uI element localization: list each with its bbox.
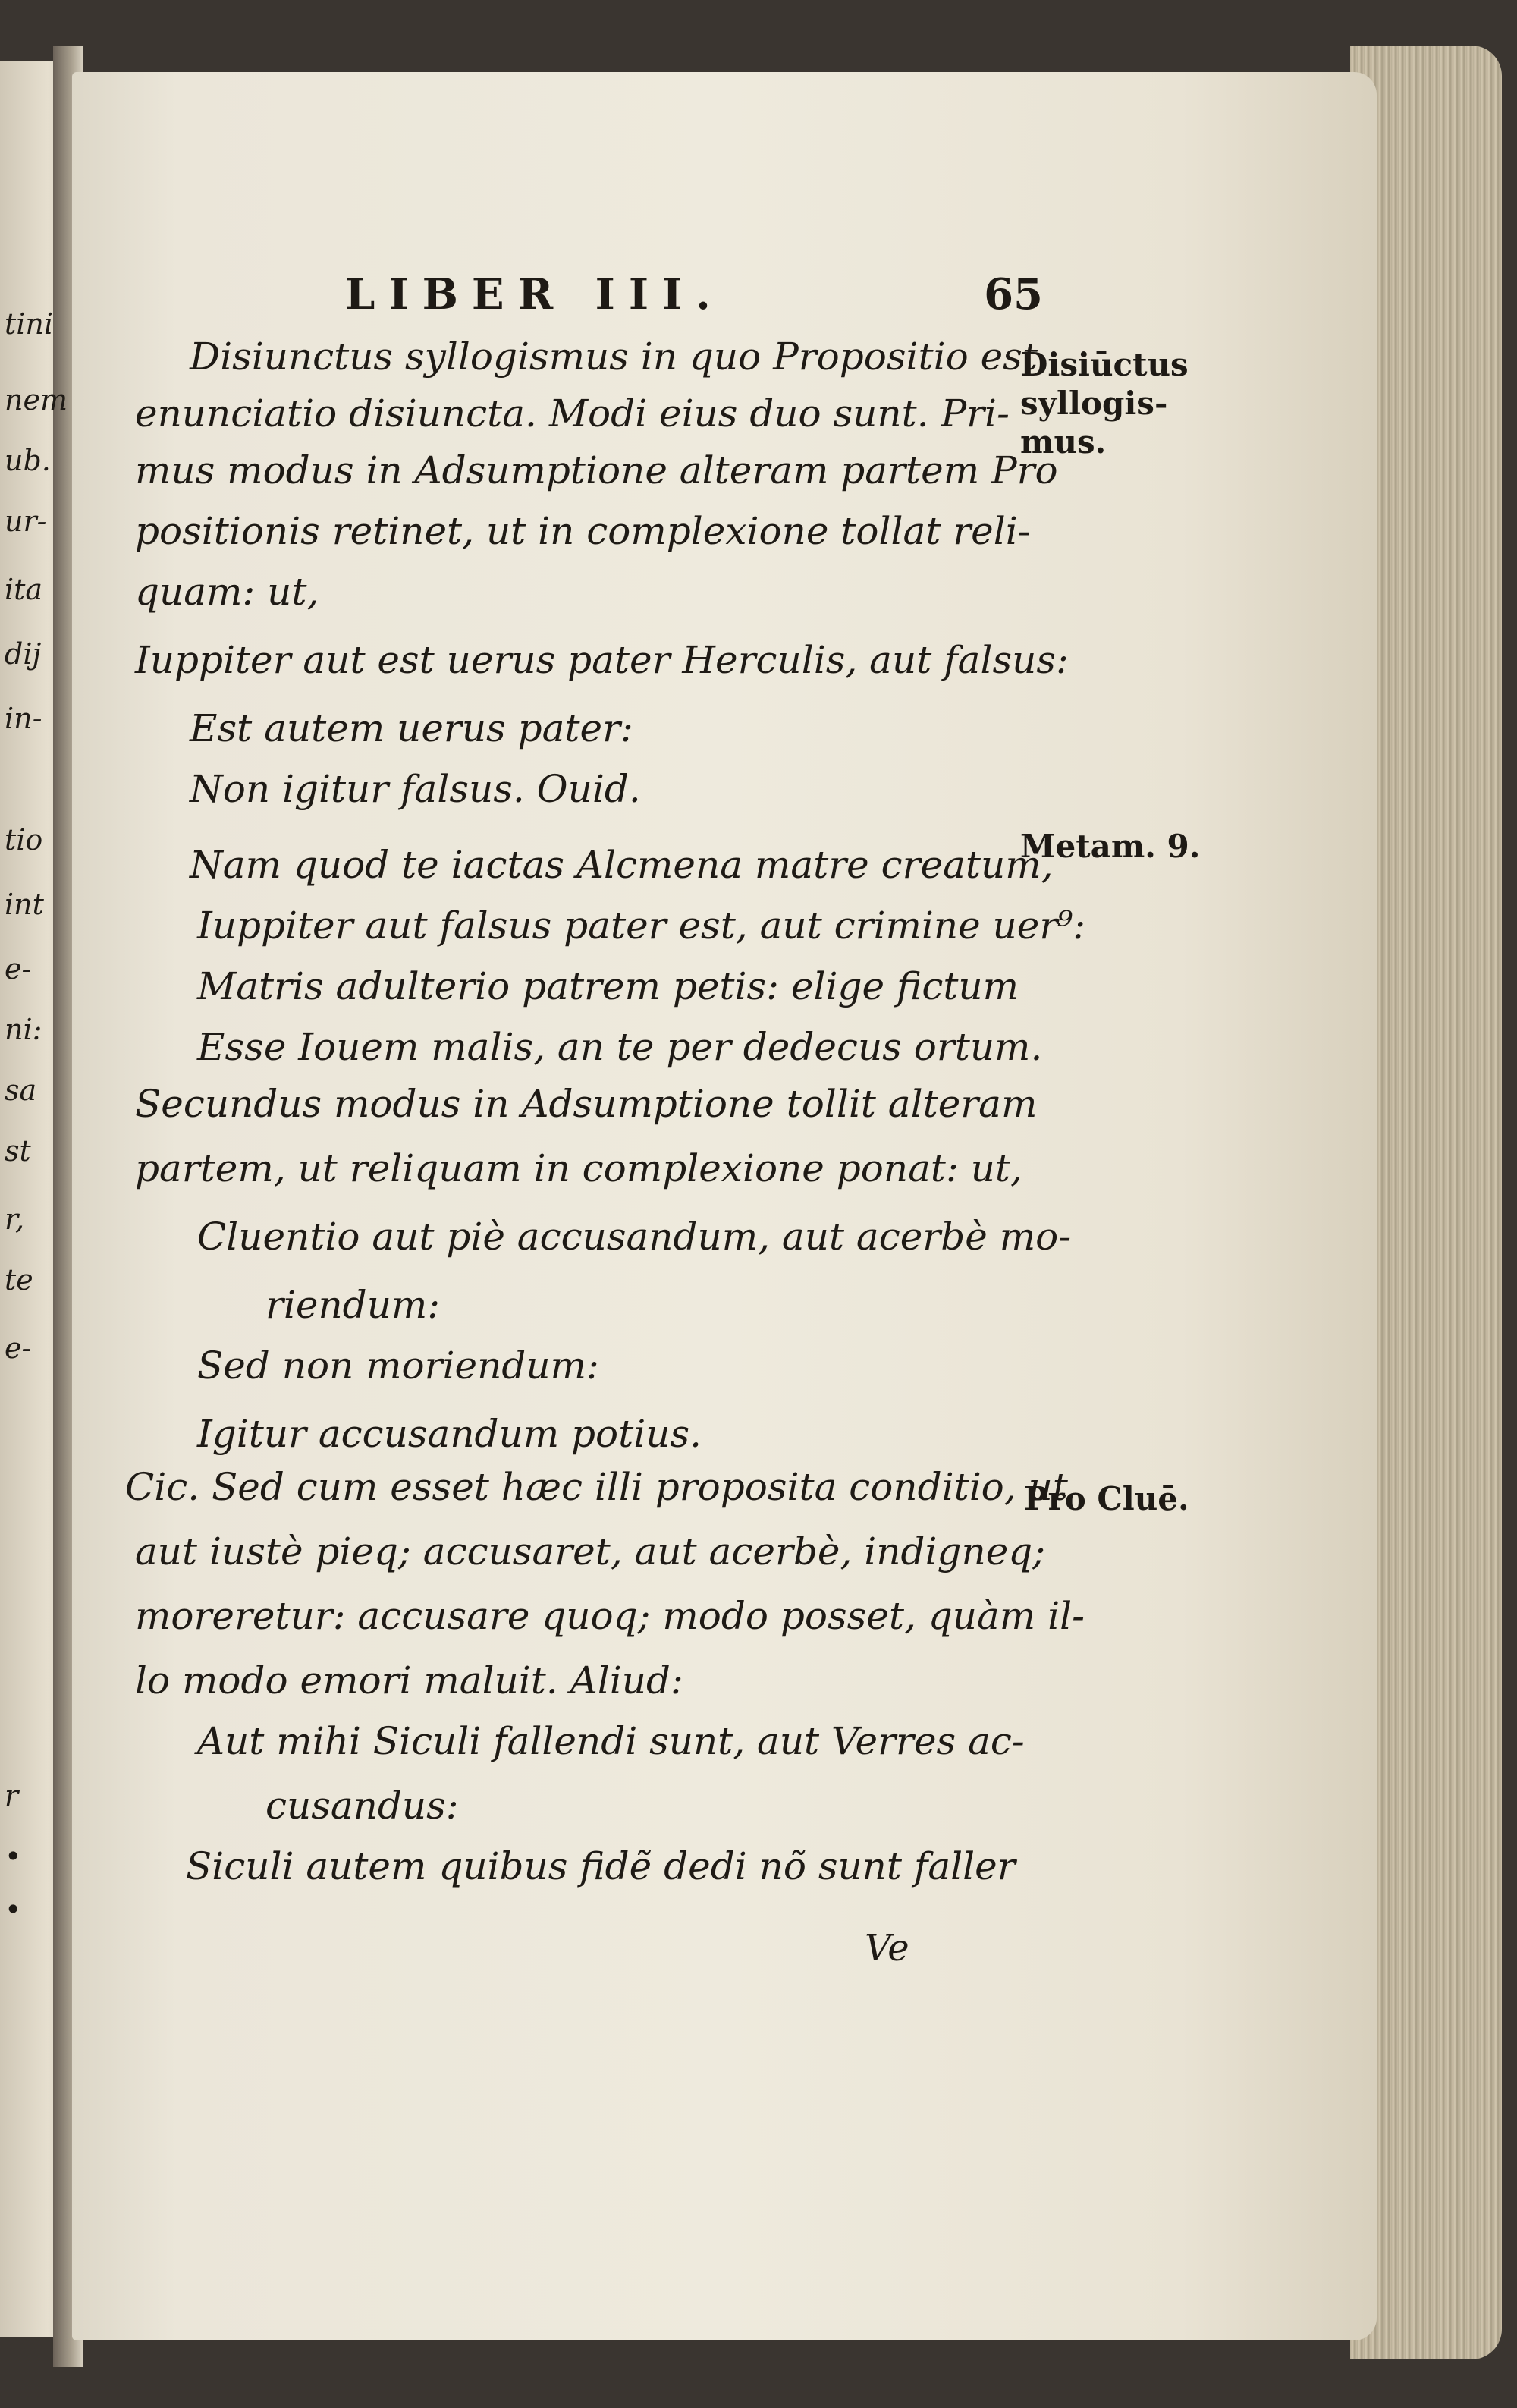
text-line: quam: ut, (135, 570, 319, 614)
left-fragment: dij (5, 637, 42, 671)
left-fragment: r (5, 1779, 19, 1812)
left-fragment: st (5, 1134, 31, 1168)
text-line: Igitur accusandum potius. (197, 1412, 702, 1456)
left-fragment: int (5, 888, 44, 921)
page-number: 65 (984, 269, 1043, 319)
text-line: cusandus: (265, 1784, 459, 1828)
text-line: Non igitur falsus. Ouid. (190, 767, 641, 811)
left-fragment: sa (5, 1074, 37, 1107)
header-title: LIBER III. (345, 269, 724, 319)
text-line: Cluentio aut piè accusandum, aut acerbè mo- (197, 1215, 1072, 1259)
text-line: Esse Iouem malis, an te per dedecus ortum. (197, 1025, 1043, 1069)
text-line: Sed non moriendum: (197, 1344, 599, 1388)
left-fragment: • (5, 1893, 22, 1926)
text-line: Cic. Sed cum esset hæc illi proposita conditio, ut (125, 1465, 1068, 1509)
text-line: Secundus modus in Adsumptione tollit alteram (135, 1082, 1038, 1126)
text-line: Iuppiter aut est uerus pater Herculis, aut falsus: (135, 638, 1069, 682)
margin-note-line: syllogis- (1020, 385, 1168, 423)
text-line: moreretur: accusare quoq; modo posset, quàm il- (135, 1594, 1085, 1638)
margin-note-line: mus. (1020, 423, 1107, 461)
text-line: Siculi autem quibus fidẽ dedi nõ sunt faller (186, 1844, 1016, 1888)
running-header (345, 269, 1043, 319)
left-fragment: r, (5, 1202, 25, 1236)
catchword: Ve (865, 1927, 909, 1969)
margin-note-disiunctus (1020, 345, 1189, 462)
text-line: enunciatio disiuncta. Modi eius duo sunt. Pri- (135, 391, 1010, 435)
text-line: aut iustè pieq; accusaret, aut acerbè, indigneq; (135, 1529, 1046, 1573)
left-fragment: tio (5, 823, 43, 857)
left-fragment: e- (5, 952, 32, 986)
text-line: Nam quod te iactas Alcmena matre creatum, (190, 843, 1054, 887)
left-fragment: • (5, 1840, 22, 1873)
margin-note-metam: Metam. 9. (1020, 828, 1201, 865)
text-line: Matris adulterio patrem petis: elige fictum (197, 964, 1019, 1008)
left-fragment: ub. (5, 444, 51, 477)
left-fragment: e- (5, 1331, 32, 1365)
left-fragment: nem (5, 383, 68, 417)
left-fragment: ur- (5, 505, 47, 538)
text-line: lo modo emori maluit. Aliud: (135, 1658, 683, 1702)
text-line: Iuppiter aut falsus pater est, aut crimine uer⁹: (197, 904, 1086, 948)
margin-note-pro-cluentio: Pro Cluē. (1024, 1480, 1189, 1517)
left-fragment: in- (5, 702, 42, 735)
left-fragment: te (5, 1263, 33, 1297)
left-fragment: ni: (5, 1013, 42, 1046)
text-line: positionis retinet, ut in complexione tollat reli- (135, 509, 1031, 553)
text-line: Est autem uerus pater: (190, 706, 633, 750)
text-line: partem, ut reliquam in complexione ponat: ut, (135, 1146, 1022, 1190)
text-line: riendum: (265, 1283, 441, 1327)
margin-note-line: Disiūctus (1020, 346, 1189, 383)
text-line: mus modus in Adsumptione alteram partem Pro (135, 448, 1058, 492)
text-line: Aut mihi Siculi fallendi sunt, aut Verres ac- (197, 1719, 1025, 1763)
text-line: Disiunctus syllogismus in quo Propositio est (190, 335, 1038, 379)
left-fragment: tini (5, 307, 54, 341)
left-fragment: ita (5, 573, 43, 606)
